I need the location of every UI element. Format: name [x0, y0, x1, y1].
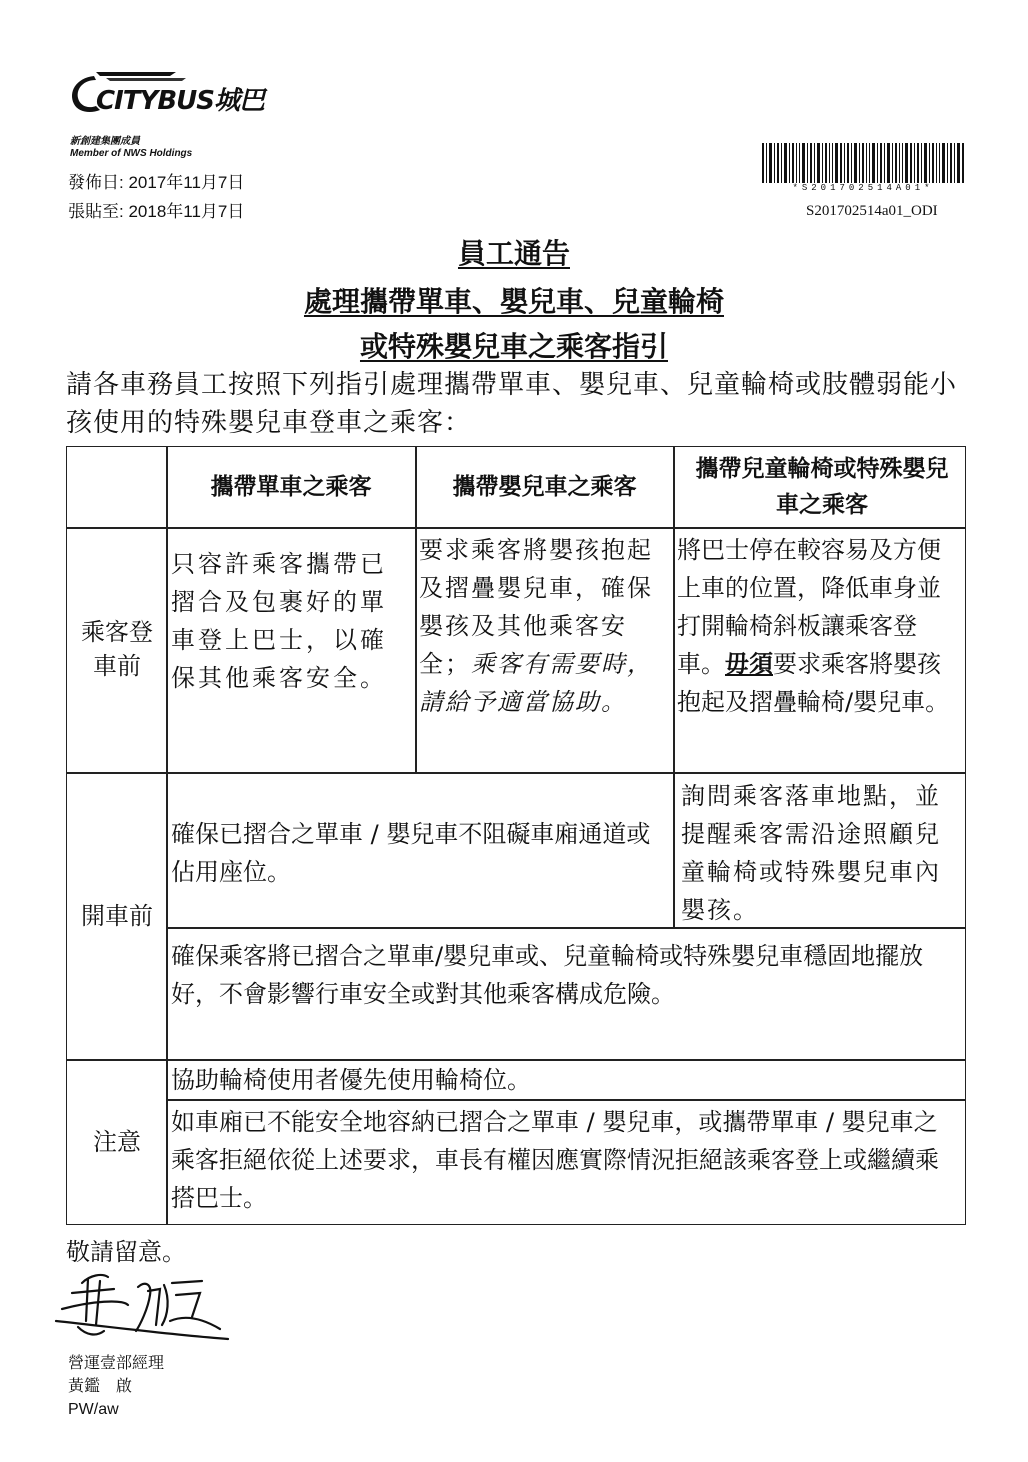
member-note-zh: 新創建集團成員	[70, 136, 140, 147]
signatory-block	[68, 1352, 164, 1421]
row-label-before-boarding: 乘客登車前	[81, 618, 153, 680]
cell-all-before-departure: 確保乘客將已摺合之單車/嬰兒車或、兒童輪椅或特殊嬰兒車穩固地擺放好，不會影響行車安全或對其他乘客構成危險。	[171, 942, 924, 1008]
note-driver-discretion: 如車廂已不能安全地容納已摺合之單車 / 嬰兒車，或攜帶單車 / 嬰兒車之乘客拒絕依從上述要求，車長有權因應實際情況拒絕該乘客登上或繼續乘搭巴士。	[171, 1108, 939, 1212]
header-wheelchair: 攜帶兒童輪椅或特殊嬰兒車之乘客	[695, 456, 949, 518]
barcode	[762, 143, 964, 183]
cell-bicycle-pram-before-departure: 確保已摺合之單車 / 嬰兒車不阻礙車廂通道或佔用座位。	[171, 820, 651, 886]
intro-paragraph: 請各車務員工按照下列指引處理攜帶單車、嬰兒車、兒童輪椅或肢體弱能小孩使用的特殊嬰兒車登車之乘客：	[66, 370, 958, 438]
notice-dates	[68, 168, 244, 226]
issue-date-line	[68, 168, 244, 197]
guideline-table	[66, 446, 966, 1225]
document-reference: S201702514a01_ODI	[806, 203, 938, 219]
row-label-before-departure: 開車前	[81, 902, 153, 930]
notice-subtitle-line2: 或特殊嬰兒車之乘客指引	[359, 330, 668, 363]
pram-boarding-instruction: 要求乘客將嬰孩抱起及摺疊嬰兒車，確保嬰孩及其他乘客安全；	[419, 536, 653, 678]
cell-wheelchair-before-boarding	[677, 531, 961, 721]
member-note-en: Member of NWS Holdings	[70, 148, 193, 159]
note-wheelchair-priority: 協助輪椅使用者優先使用輪椅位。	[171, 1066, 531, 1094]
cell-bicycle-before-boarding: 只容許乘客攜帶已摺合及包裹好的單車登上巴士，以確保其他乘客安全。	[171, 550, 387, 692]
citybus-logo	[66, 68, 271, 120]
cell-pram-before-boarding	[419, 531, 669, 721]
pram-boarding-assist-note: 乘客有需要時，請給予適當協助。	[419, 650, 653, 716]
cell-wheelchair-before-departure: 詢問乘客落車地點，並提醒乘客需沿途照顧兒童輪椅或特殊嬰兒車內嬰孩。	[681, 782, 941, 924]
handwritten-signature	[52, 1265, 232, 1350]
reference-initials: PW/aw	[68, 1401, 119, 1418]
barcode-text: *S201702514A01*	[792, 183, 934, 193]
header-pram: 攜帶嬰兒車之乘客	[452, 474, 637, 500]
signatory-title: 營運壹部經理	[68, 1355, 165, 1372]
notice-title: 員工通告	[457, 237, 570, 270]
wheelchair-boarding-instruction: 將巴士停在較容易及方便上車的位置，降低車身並打開輪椅斜板讓乘客登車。	[677, 536, 941, 678]
issue-date: 2017年11月7日	[128, 173, 245, 192]
closing-remark: 敬請留意。	[66, 1238, 186, 1266]
wheelchair-boarding-tail: 要求乘客將嬰孩抱起及摺疊輪椅/嬰兒車。	[677, 650, 950, 716]
post-date: 2018年11月7日	[128, 202, 245, 221]
header-bicycle: 攜帶單車之乘客	[210, 474, 372, 500]
issue-date-label: 發佈日:	[68, 173, 124, 192]
notice-subtitle-line1: 處理攜帶單車、嬰兒車、兒童輪椅	[303, 285, 724, 318]
signatory-name: 黃鑑 啟	[68, 1378, 133, 1395]
member-note	[70, 136, 192, 160]
post-date-line	[68, 197, 244, 226]
post-date-label: 張貼至:	[68, 202, 124, 221]
row-label-notes: 注意	[93, 1128, 141, 1156]
logo-wordmark: CITYBUS城巴	[96, 86, 264, 116]
wheelchair-boarding-emphasis: 毋須	[725, 650, 773, 678]
